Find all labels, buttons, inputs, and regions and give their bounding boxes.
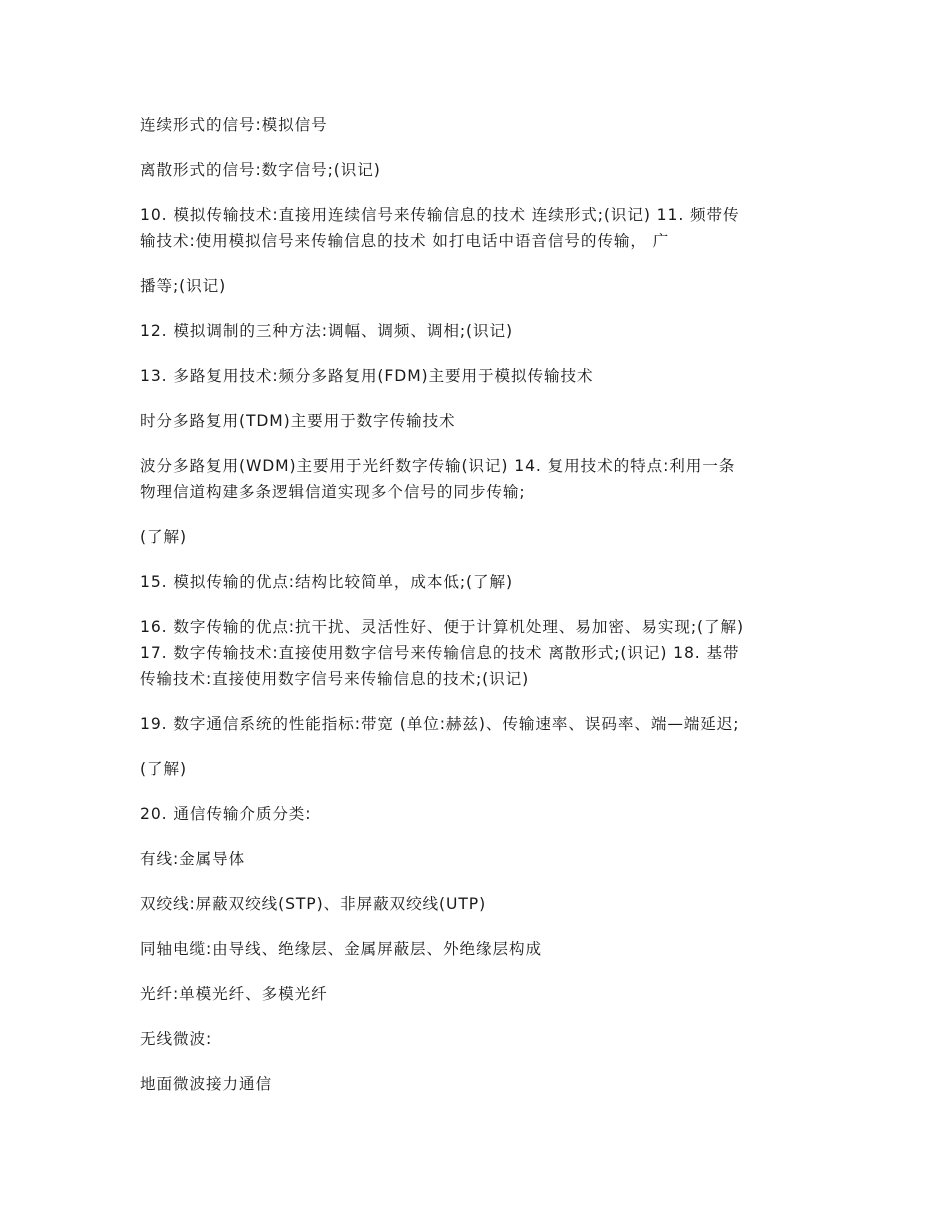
text-line: (了解): [140, 760, 187, 778]
text-line: 19. 数字通信系统的性能指标:带宽 (单位:赫兹)、传输速率、误码率、端—端延迟;: [140, 715, 740, 733]
text-line: 双绞线:屏蔽双绞线(STP)、非屏蔽双绞线(UTP): [140, 895, 487, 913]
paragraph-wired: [140, 846, 812, 872]
paragraph-coaxial: [140, 936, 812, 962]
text-line: 波分多路复用(WDM)主要用于光纤数字传输(识记) 14. 复用技术的特点:利用一条: [140, 457, 736, 475]
text-line: 15. 模拟传输的优点:结构比较简单，成本低;(了解): [140, 573, 514, 591]
text-line: 同轴电缆:由导线、绝缘层、金属屏蔽层、外绝缘层构成: [140, 940, 543, 958]
text-line: 13. 多路复用技术:频分多路复用(FDM)主要用于模拟传输技术: [140, 367, 594, 385]
text-line: 播等;(识记): [140, 277, 227, 295]
paragraph-item-20: [140, 801, 812, 827]
text-line: 12. 模拟调制的三种方法:调幅、调频、调相;(识记): [140, 322, 514, 340]
text-line: (了解): [140, 528, 187, 546]
text-line: 光纤:单模光纤、多模光纤: [140, 985, 328, 1003]
paragraph-discrete-signal: [140, 157, 812, 183]
paragraph-broadcast: [140, 273, 812, 299]
text-line: 16. 数字传输的优点:抗干扰、灵活性好、便于计算机处理、易加密、易实现;(了解): [140, 618, 744, 636]
text-line: 输技术:使用模拟信号来传输信息的技术 如打电话中语音信号的传输， 广: [140, 232, 670, 250]
paragraph-item-16-17-18: [140, 614, 812, 692]
text-line: 连续形式的信号:模拟信号: [140, 116, 328, 134]
text-line: 17. 数字传输技术:直接使用数字信号来传输信息的技术 离散形式;(识记) 18. 基带: [140, 644, 740, 662]
text-line: 传输技术:直接使用数字信号来传输信息的技术;(识记): [140, 670, 530, 688]
paragraph-wireless: [140, 1026, 812, 1052]
paragraph-fiber: [140, 981, 812, 1007]
paragraph-twisted-pair: [140, 891, 812, 917]
paragraph-continuous-signal: [140, 112, 812, 138]
paragraph-understand-1: [140, 524, 812, 550]
paragraph-item-19: [140, 711, 812, 737]
paragraph-understand-2: [140, 756, 812, 782]
paragraph-item-15: [140, 569, 812, 595]
paragraph-item-13: [140, 363, 812, 389]
text-line: 无线微波:: [140, 1030, 213, 1048]
paragraph-item-12: [140, 318, 812, 344]
paragraph-wdm-item-14: [140, 453, 812, 505]
document-page: [140, 112, 812, 1116]
text-line: 20. 通信传输介质分类:: [140, 805, 312, 823]
text-line: 离散形式的信号:数字信号;(识记): [140, 161, 381, 179]
text-line: 物理信道构建多条逻辑信道实现多个信号的同步传输;: [140, 483, 526, 501]
text-line: 地面微波接力通信: [140, 1075, 272, 1093]
text-line: 时分多路复用(TDM)主要用于数字传输技术: [140, 412, 456, 430]
text-line: 10. 模拟传输技术:直接用连续信号来传输信息的技术 连续形式;(识记) 11. 频带传: [140, 206, 740, 224]
paragraph-item-10-11: [140, 202, 812, 254]
text-line: 有线:金属导体: [140, 850, 246, 868]
paragraph-microwave-relay: [140, 1071, 812, 1097]
paragraph-tdm: [140, 408, 812, 434]
